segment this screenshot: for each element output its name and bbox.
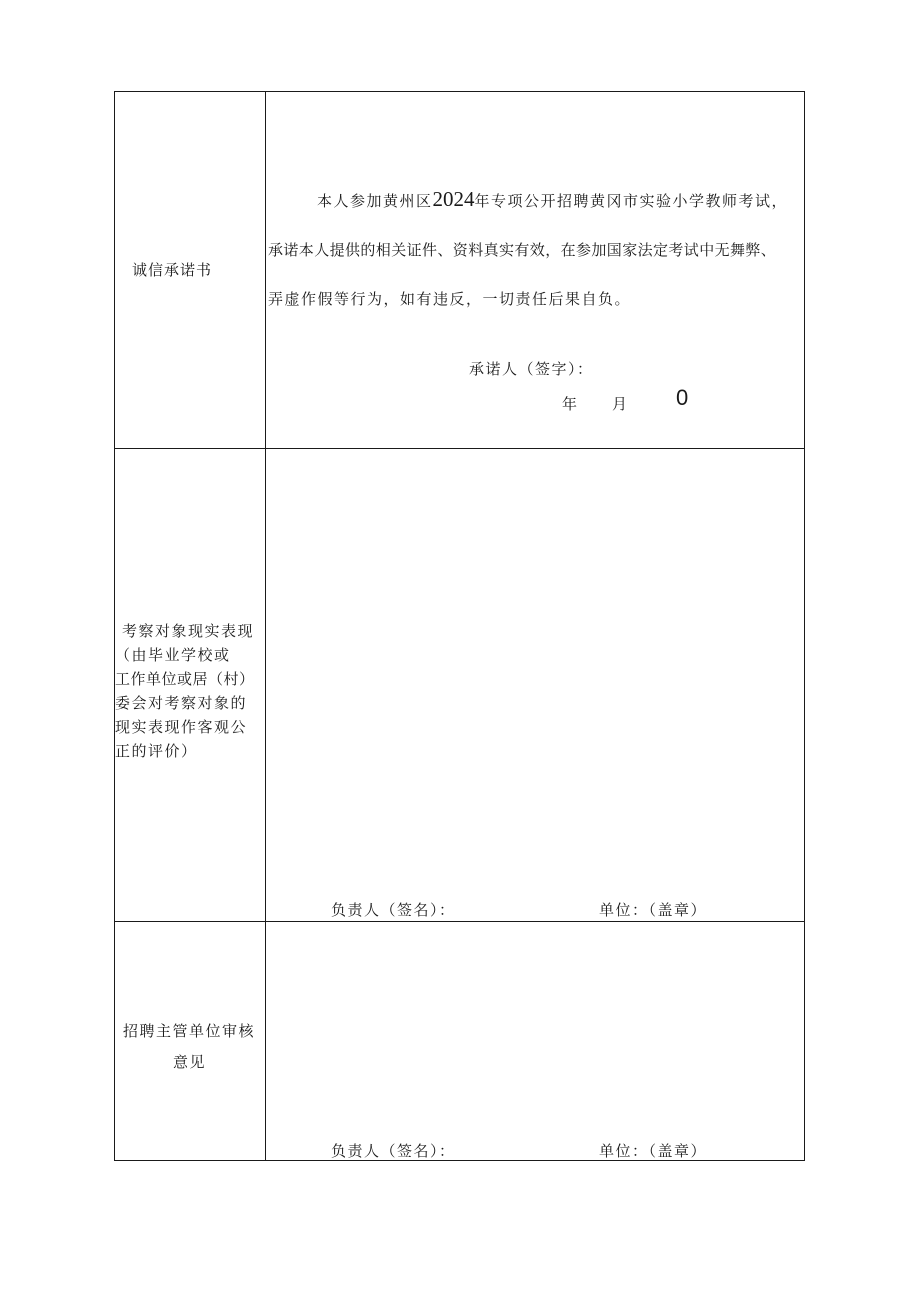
evaluation-unit: 单位：（盖章） [599, 901, 708, 919]
pledge-line-2: 承诺本人提供的相关证件、资料真实有效，在参加国家法定考试中无舞弊、 [268, 241, 777, 259]
review-label-line: 意见 [173, 1053, 207, 1071]
review-row [114, 921, 805, 1160]
pledge-year: 2024 [432, 187, 475, 211]
pledge-line-1 [317, 187, 788, 212]
pledge-day-value: 0 [676, 385, 690, 410]
pledge-row [114, 91, 805, 448]
review-label-cell [114, 921, 265, 1160]
pledge-year-label: 年 [562, 395, 579, 413]
pledge-line-3: 弄虚作假等行为，如有违反，一切责任后果自负。 [268, 290, 632, 308]
evaluation-label-line: （由毕业学校或 [115, 646, 231, 664]
evaluation-label-cell [114, 448, 265, 921]
evaluation-label-line: 正的评价） [115, 742, 198, 760]
review-content-cell [265, 921, 805, 1160]
pledge-content-cell [265, 91, 805, 448]
evaluation-content-cell [265, 448, 805, 921]
evaluation-responsible: 负责人（签名）： [331, 901, 456, 919]
pledge-label: 诚信承诺书 [132, 261, 213, 279]
evaluation-label-line: 委会对考察对象的 [115, 694, 248, 712]
evaluation-label-line: 考察对象现实表现 [122, 622, 255, 640]
review-unit: 单位：（盖章） [599, 1142, 708, 1160]
pledge-line1-suffix: 年专项公开招聘黄冈市实验小学教师考试， [474, 192, 789, 210]
pledge-line1-prefix: 本人参加黄州区 [317, 192, 433, 210]
evaluation-label-line: 工作单位或居（村） [115, 670, 255, 688]
review-label-line: 招聘主管单位审核 [123, 1022, 256, 1040]
pledge-month-label: 月 [612, 395, 629, 413]
evaluation-label-line: 现实表现作客观公 [115, 718, 248, 736]
evaluation-row [114, 448, 805, 921]
review-responsible: 负责人（签名）： [331, 1142, 456, 1160]
pledge-label-cell [114, 91, 265, 448]
pledge-signer: 承诺人（签字）： [469, 360, 594, 378]
